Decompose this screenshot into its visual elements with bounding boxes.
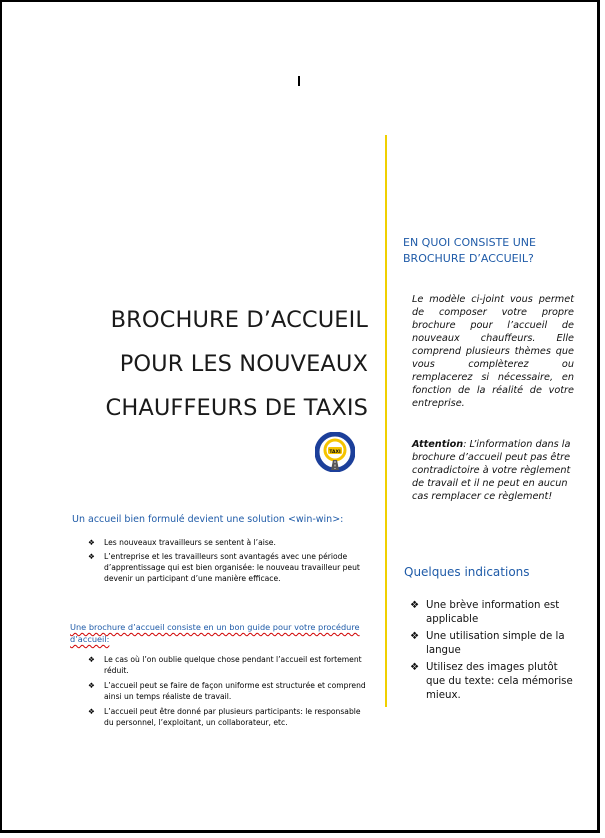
logo-text: TAXI <box>329 450 341 455</box>
list-item <box>410 661 578 703</box>
diamond-bullet-icon: ❖ <box>88 681 95 690</box>
list-item <box>410 599 578 627</box>
list-item-text: L’accueil peut se faire de façon uniforme est structurée et comprend ainsi un temps réaliste de travail. <box>104 681 366 701</box>
intro-list <box>88 537 366 587</box>
attention-label: Attention <box>412 439 464 450</box>
diamond-bullet-icon: ❖ <box>410 662 420 673</box>
title-line: POUR LES NOUVEAUX <box>119 351 368 377</box>
diamond-bullet-icon: ❖ <box>88 552 95 561</box>
list-item <box>88 654 366 676</box>
text-cursor <box>298 76 300 86</box>
list-item-text: Une brève information est applicable <box>426 600 560 625</box>
title-line: CHAUFFEURS DE TAXIS <box>105 395 368 421</box>
list-item <box>88 680 366 702</box>
sidebar-body: Le modèle ci-joint vous permet de composer votre propre brochure pour l’accueil de nouveaux chauffeurs. Elle comprend plusieurs thèmes que vous complèterez ou remplacerez si nécessaire, en fonction de la réalité de votre entreprise. <box>412 294 574 409</box>
indications-heading: Quelques indications <box>404 565 530 579</box>
list-item-text: Le cas où l’on oublie quelque chose pendant l’accueil est fortement réduit. <box>104 655 362 675</box>
title-line: BROCHURE D’ACCUEIL <box>110 307 368 333</box>
diamond-bullet-icon: ❖ <box>88 538 95 547</box>
indications-list <box>410 599 578 706</box>
column-divider <box>385 135 387 707</box>
document-title <box>52 298 368 430</box>
list-item-text: Les nouveaux travailleurs se sentent à l’aise. <box>104 538 276 547</box>
diamond-bullet-icon: ❖ <box>88 707 95 716</box>
taxi-logo-icon <box>315 432 355 472</box>
sidebar-heading: EN QUOI CONSISTE UNE BROCHURE D’ACCUEIL? <box>403 236 536 265</box>
list-item <box>88 551 366 584</box>
list-item-text: Utilisez des images plutôt que du texte: cela mémorise mieux. <box>426 662 573 701</box>
list-item-text: L’accueil peut être donné par plusieurs participants: le responsable du personnel, l’exploitant, un collaborateur, etc. <box>104 707 361 727</box>
guide-list <box>88 654 366 732</box>
attention-text: : L’information dans la brochure d’accueil peut pas être contradictoire à votre règlement de travail et il ne peut en aucun cas remplacer ce règlement! <box>412 439 571 502</box>
diamond-bullet-icon: ❖ <box>410 600 420 611</box>
intro-heading: Un accueil bien formulé devient une solution <win-win>: <box>72 514 344 525</box>
list-item-text: Une utilisation simple de la langue <box>426 631 565 656</box>
list-item-text: L’entreprise et les travailleurs sont avantagés avec une période d’apprentissage qui est bien organisée: le nouveau travailleur peut devenir un participant d’une manière efficace. <box>104 552 360 583</box>
list-item <box>88 706 366 728</box>
list-item <box>410 630 578 658</box>
guide-heading: Une brochure d’accueil consiste en un bon guide pour votre procédure d’accueil: <box>70 622 360 644</box>
sidebar-attention <box>412 438 572 503</box>
diamond-bullet-icon: ❖ <box>88 655 95 664</box>
diamond-bullet-icon: ❖ <box>410 631 420 642</box>
list-item <box>88 537 366 548</box>
